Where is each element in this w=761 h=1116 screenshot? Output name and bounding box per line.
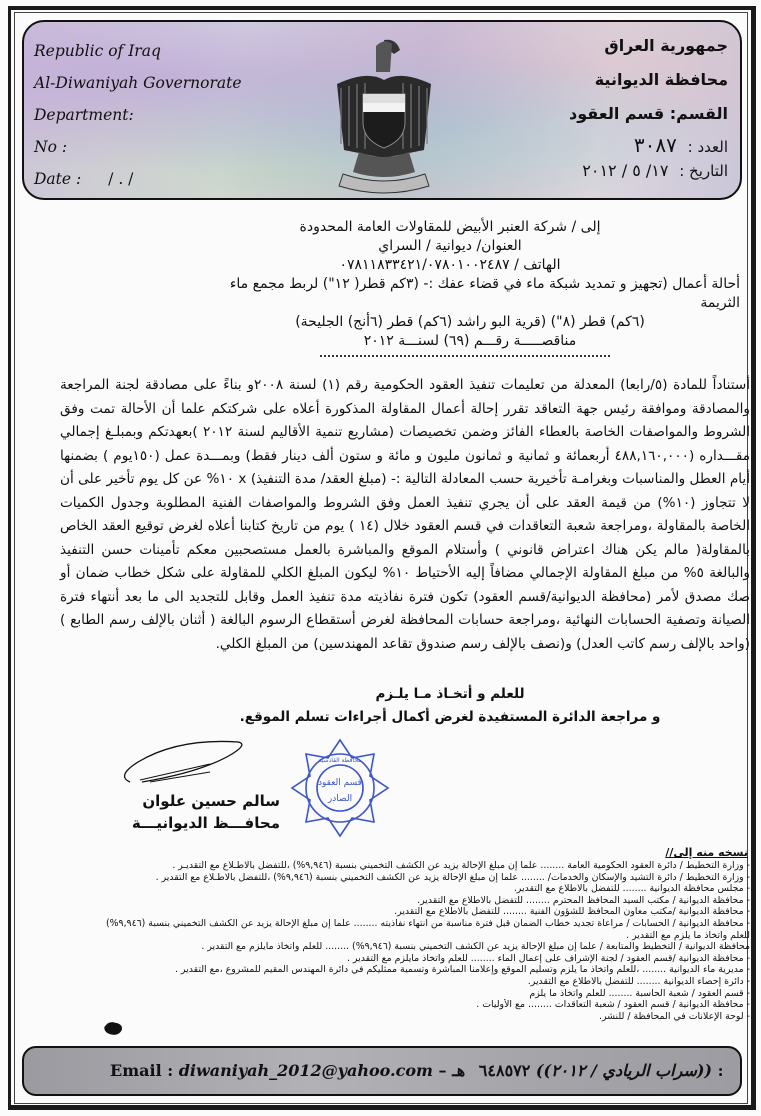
signer-block bbox=[131, 790, 280, 834]
cc-row bbox=[100, 1011, 750, 1023]
cc-recipient: - محافظة الديوانية / الحسابات / مراعاة تجديد خطاب الضمان قبل فترة مناسبة من انتهاء نفاذيته bbox=[380, 917, 750, 929]
cc-recipient: - محافظة الديوانية / قسم العقود / شعبة التعاقدات bbox=[554, 999, 750, 1011]
date-value-ar: ١٧/ ٥ / ٢٠١٢ bbox=[582, 161, 669, 180]
cc-recipient: - مديرية ماء الديوانية bbox=[669, 964, 750, 976]
cc-row bbox=[100, 976, 750, 988]
addressee-address: العنوان/ ديوانية / السراي bbox=[378, 238, 522, 254]
ink-blot-icon bbox=[102, 1020, 124, 1036]
cc-note: علما إن مبلغ الإحالة يزيد عن الكشف التخميني بنسبة (٩,٩٤٦%) bbox=[105, 917, 351, 929]
closing-block bbox=[150, 683, 750, 729]
cc-leader-dots: ........ bbox=[500, 906, 530, 918]
cc-leader-dots: ........ bbox=[639, 964, 670, 976]
footer-phone: ٦٤٨٥٧٢ bbox=[478, 1061, 531, 1080]
governorate-ar: محافظة الديوانية bbox=[594, 70, 728, 89]
number-value-ar: ٣٠٨٧ bbox=[633, 133, 677, 157]
cc-row bbox=[100, 953, 750, 965]
cc-recipient: - وزارة التخطيط / دائرة التشيد والإسكان والخدمات/ bbox=[547, 871, 750, 883]
cc-list bbox=[100, 846, 750, 1022]
department-label-en: Department: bbox=[34, 106, 134, 124]
cc-leader-dots: ........ bbox=[633, 975, 664, 987]
cc-note: علما إن مبلغ الإحالة يزيد عن الكشف التخميني بنسبة (٩,٩٤٦%) ،للتفضل بالاطـلاع مع التقدير . bbox=[155, 871, 518, 883]
cc-recipient: - لوحة الإعلانات في المحافظة / للنشر. bbox=[599, 1010, 750, 1022]
country-en: Republic of Iraq bbox=[34, 42, 161, 60]
cc-title: نسخه منه إلى// bbox=[665, 846, 748, 859]
cc-leader-dots: ........ bbox=[523, 894, 553, 906]
subject-line-1: أحالة أعمال (تجهيز و تمديد شبكة ماء في قضاء عفك :- (٣كم قطر( ١٢") لربط مجمع ماء الثريمة bbox=[229, 276, 740, 311]
footer-phone-prefix: هـ : bbox=[452, 1061, 724, 1080]
cc-row bbox=[100, 883, 750, 895]
cc-note: للعلم واتخاذ مايلزم مع التقدير . bbox=[201, 941, 323, 953]
number-label-ar: العدد : bbox=[687, 138, 728, 156]
cc-recipient: - دائرة إحصاء الديوانية bbox=[663, 975, 750, 987]
cc-recipient: - محافظة الديوانية /مكتب معاون المحافظ للشؤون الفنية bbox=[529, 906, 750, 918]
cc-leader-dots: ........ bbox=[350, 917, 381, 929]
cc-note: للعلم واتخاذ ما يلزم bbox=[529, 987, 606, 999]
signer-name: سالم حسين علوان bbox=[142, 792, 280, 810]
dotted-divider bbox=[320, 355, 610, 357]
addressee-phone: الهاتف / ٠٧٨١١٨٣٣٤٢١/٠٧٨٠١٠٠٢٤٨٧ bbox=[339, 257, 561, 273]
cc-row bbox=[100, 999, 750, 1011]
stamp-center-line-1: قسم العقود bbox=[318, 778, 362, 788]
country-ar: جمهورية العراق bbox=[604, 36, 728, 55]
signature-scribble-icon bbox=[110, 738, 260, 788]
addressee-block bbox=[200, 218, 740, 357]
cc-leader-dots: ........ bbox=[537, 860, 568, 871]
cc-rows bbox=[100, 860, 750, 1022]
iraq-eagle-emblem-icon bbox=[329, 32, 439, 200]
cc-row bbox=[100, 964, 750, 976]
cc-row bbox=[100, 918, 750, 930]
cc-leader-dots: ........ bbox=[517, 871, 548, 883]
stamp-center-line-2: الصادر bbox=[327, 794, 353, 804]
cc-recipient: للعلم واتخاذ ما يلزم مع التقدير . bbox=[626, 929, 750, 941]
subject-line-2: (٦كم) قطر (٨") (قرية البو راشد (٦كم) قطر (٦أنج) الجليحة) bbox=[295, 314, 645, 330]
cc-row bbox=[100, 906, 750, 918]
date-label-ar: التاريخ : bbox=[679, 162, 728, 180]
date-value-en: / . / bbox=[108, 170, 134, 188]
letterhead-english bbox=[34, 36, 242, 196]
governorate-en: Al-Diwaniyah Governorate bbox=[34, 74, 242, 92]
cc-leader-dots: ........ bbox=[322, 941, 353, 953]
cc-recipient: - وزارة التخطيط / دائرة العقود الحكومية العامة bbox=[567, 860, 750, 871]
stamp-ring-text: محافظة القادسية bbox=[318, 757, 362, 764]
cc-recipient: محافظة الديوانية / التخطيط والمتابعة / علما إن مبلغ الإحالة يزيد عن الكشف التخميني بنسبة (٩,٩٤٦%) bbox=[352, 941, 750, 953]
cc-row bbox=[100, 895, 750, 907]
date-row-en bbox=[34, 164, 242, 196]
body-paragraph: أستناداً للمادة (٥/رابعا) المعدلة من تعليمات تنفيذ العقود الحكومية رقم (١) لسنة ٢٠٠٨و بناءً على مصادقة لجنة المراجعة والمصادقة وموافقة رئيس جهة التعاقد تقرر إحالة أعمال المقاولة المذكورة أعلاه على شركتكم علما أن الأحالة تمت وفق الشروط والمواصفات الخاصة بالعطاء الفائز وضمن تخصيصات (مشاريع تنمية الأقاليم لسنة ٢٠١٢ )بعهدتكم وبمبلـغ إجمالي مقـــداره (٤٨٨,١٦٠,٠٠٠ أربعمائة و ثمانية و ثمانون مليون و مائة و ستون ألف دينار فقط) وبمـــدة عمل (١٥٠يوم ) بضمنها أيام العطل والمناسبات وبغرامـة تأخيرية حسب المعادلة التالية :- (مبلغ العقد/ مدة التنفيذ) x ١٠% عن كل يوم تأخير على أن لا تتجاوز (١٠%) من قيمة العقد على أن يجري تنفيذ العمل وفق الشروط والمواصفات الفنية المطلوبة وجدول الكميات الخاصة بالمقاولة ،ومراجعة شعبة التعاقدات في قسم العقود خلال (١٤ ) يوم من تاريخ كتابنا أعلاه لغرض توقيع العقد الخاص بالمقاولة( مالم يكن هناك اعتراض قانوني ) وأستلام الموقع والمباشرة بالعمل مستصحبين معكم تأمينات حسن التنفيذ والبالغة ٥% من مبلغ المقاولة الإجمالي مضافاً إليه الأحتياط ١٠% ليكون المبلغ الكلي للمقاولة على شكل خطاب ضمان أو صك مصدق لأمر (محافظة الديوانية/قسم العقود) تكون فترة نفاذيته مدة تنفيذ العمل وقابل للتجديد الى ما بعد أنتهاء فترة الصيانة وتصفية الحسابات النهائية ،ومراجعة حسابات المحافظة لغرض أستقطاع الرسوم البالغة ( أثنان بالإلف رسم الطابع ) (واحد بالإلف رسم كاتب العدل) و(نصف بالإلف رسم صندوق تقاعد المهندسين) من المبلغ الكلي. bbox=[60, 377, 751, 652]
date-label-en: Date : bbox=[34, 170, 82, 188]
cc-recipient: - قسم العقود / شعبة الحاسبة bbox=[635, 987, 750, 999]
cc-note: للتفضل بالاطلاع مع التقدير. bbox=[394, 906, 501, 918]
cc-note: علما إن مبلغ الإحالة يزيد عن الكشف التخميني بنسبة (٩,٩٤٦%) ،للتفضل بالاطـلاع مع التقديـر . bbox=[172, 860, 538, 871]
cc-leader-dots: ........ bbox=[605, 987, 636, 999]
cc-recipient: - محافظة الديوانية /قسم العقود / لجنة الإشراف على إعمال الماء bbox=[497, 952, 750, 964]
cc-note: مع الأوليات . bbox=[476, 999, 526, 1011]
number-label-en: No : bbox=[34, 138, 68, 156]
cc-row bbox=[100, 988, 750, 1000]
official-stamp-icon bbox=[290, 738, 390, 838]
closing-line-2: و مراجعة الدائرة المستفيدة لغرض أكمال أجراءات تسلم الموقع. bbox=[239, 709, 661, 725]
addressee-to: إلى / شركة العنبر الأبيض للمقاولات العامة المحدودة bbox=[299, 219, 601, 235]
cc-note: للتفضل بالاطلاع مع التقدير. bbox=[417, 894, 524, 906]
footer-separator: – bbox=[438, 1061, 447, 1080]
closing-line-1: للعلم و أتخـاذ مـا يلـزم bbox=[375, 686, 525, 702]
cc-recipient: - مجلس محافظة الديوانية bbox=[649, 883, 750, 895]
cc-recipient: - محافظة الديوانية / مكتب السيد المحافظ المحترم bbox=[552, 894, 750, 906]
tender-number: مناقصـــــة رقـــم (٦٩) لسنـــة ٢٠١٢ bbox=[363, 333, 577, 349]
letter-body bbox=[60, 374, 750, 656]
department-ar: القسم: قسم العقود bbox=[569, 104, 728, 123]
email-address[interactable]: diwaniyah_2012@yahoo.com bbox=[178, 1061, 433, 1080]
cc-note: للتفضل بالاطلاع مع التقدير. bbox=[527, 975, 634, 987]
footer-bar bbox=[22, 1046, 742, 1096]
cc-row bbox=[100, 860, 750, 872]
signer-title: محافـــظ الديوانيـــة bbox=[131, 814, 280, 832]
footer-motto: ((سراب الريادي / ٢٠١٢)) bbox=[535, 1061, 712, 1080]
cc-note: للعلم واتخاذ مايلزم مع التقدير . bbox=[346, 952, 468, 964]
email-label: Email : bbox=[110, 1061, 174, 1080]
letterhead bbox=[22, 20, 742, 200]
cc-leader-dots: ........ bbox=[525, 999, 555, 1011]
footer-contact bbox=[110, 1061, 723, 1080]
cc-row bbox=[100, 872, 750, 884]
cc-row bbox=[100, 930, 750, 942]
cc-leader-dots: ........ bbox=[467, 952, 498, 964]
cc-leader-dots: ........ bbox=[619, 883, 650, 895]
cc-note: ،للعلم واتخاذ ما يلزم وتسليم الموقع وإعلامنا المباشرة وتسمية ممثليكم في دائرة المهندس المقيم للمشروع ،مع التقدير . bbox=[174, 964, 640, 976]
cc-note: للتفضل بالاطلاع مع التقدير. bbox=[513, 883, 620, 895]
date-row-ar bbox=[569, 158, 728, 184]
cc-row bbox=[100, 941, 750, 953]
letterhead-arabic bbox=[569, 30, 728, 184]
number-row-ar bbox=[569, 132, 728, 158]
